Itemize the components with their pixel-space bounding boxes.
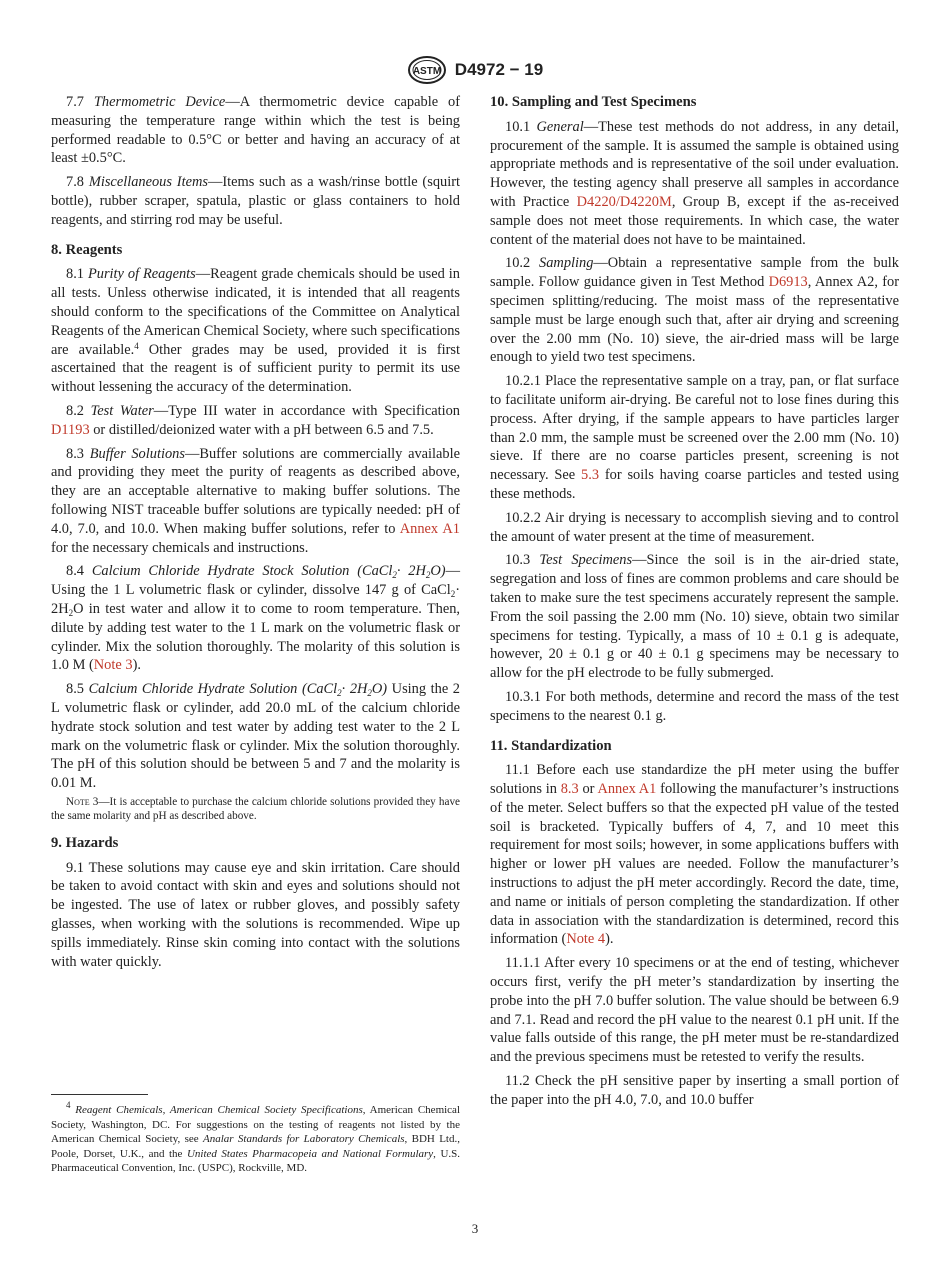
link-annex-a1[interactable]: Annex A1 (399, 520, 460, 537)
section-10-3: 10.3 Test Specimens—Since the soil is in the air-dried state, segregation and loss of fines are common problems and care should be taken to make sure the test specimens accurately represent the sample. From the soil passing the 2.00 mm (No. 10) sieve, obtain two similar specimens for testing. Typically, a mass of 10 ± 0.1 g is adequate, however, 20 ± 0.1 g or 40 ± 0.1 g specimens may be necessary to allow for the pH electrode to be fully submerged. (490, 552, 899, 682)
link-8-3[interactable]: 8.3 (560, 781, 579, 798)
link-d1193[interactable]: D1193 (51, 421, 90, 438)
section-9-1: 9.1 These solutions may cause eye and skin irritation. Care should be taken to avoid contact with skin and eyes and solutions should not be ingested. The use of latex or rubber gloves, and possibly safety glasses, when working with the solutions is recommended. Wipe up spills immediately. Rinse skin coming into contact with the solutions with water quickly. (51, 859, 460, 970)
section-11-2: 11.2 Check the pH sensitive paper by inserting a small portion of the paper into the pH 4.0, 7.0, and 10.0 buffer (490, 1073, 899, 1108)
page-number: 3 (471, 1221, 479, 1236)
section-10-3-1: 10.3.1 For both methods, determine and record the mass of the test specimens to the nearest 0.1 g. (490, 688, 899, 724)
section-8-heading: 8. Reagents (51, 241, 123, 258)
section-10-2-1: 10.2.1 Place the representative sample on a tray, pan, or flat surface to facilitate uniform air-drying. Be careful not to lose fines during this process. After drying, if the sample appears to have particles larger than 2.0 mm, the sample must be screened over the 2.00 mm (No. 10) sieve. If there are no coarse particles present, screening is not necessary. See 5.3 for soils having coarse particles and tested using these methods. (490, 373, 899, 502)
section-10-heading: 10. Sampling and Test Specimens (490, 94, 697, 110)
page-header (0, 55, 950, 85)
section-11-heading: 11. Standardization (490, 737, 612, 754)
section-11-1-1: 11.1.1 After every 10 specimens or at the end of testing, whichever occurs first, verify the pH meter’s standardization by inserting the probe into the pH 7.0 buffer solution. The value should be between 6.9 and 7.1. Read and record the pH value to the nearest 0.1 pH unit. If the value falls outside of this range, the pH meter must be re-standardized and the previous specimens must be retested to verify the results. (490, 955, 899, 1066)
section-10-2: 10.2 Sampling—Obtain a representative sample from the bulk sample. Follow guidance given in Test Method D6913, Annex A2, for specimen splitting/reducing. The moist mass of the representative sample must be large enough such that, after air drying and screening over the 2.00 mm (No. 10) sieve, the air-dried mass will be large enough to yield two test specimens. (490, 255, 899, 366)
section-11-1: 11.1 Before each use standardize the pH meter using the buffer solutions in 8.3 or Annex A1 following the manufacturer’s instructions of the meter. Select buffers so that the expected pH value of the tested soil is bracketed. Typically buffers of 4, 7, and 10 meet this requirement for most soils; however, in some applications buffers with higher or lower pH values are needed. Follow the manufacturer’s instructions to adjust the pH meter accordingly. Record the date, time, and name or initials of person completing the standardization. If other data in association with the standardization is determined, record this information (Note 4). (490, 762, 899, 948)
footnote-4: $^4$ Reagent Chemicals, American Chemical Society Specifications, American Chemical Society, Washington, DC. For suggestions on the testing of reagents not listed by the American Chemical Society, see Analar Standards for Laboratory Chemicals, BDH Ltd., Poole, Dorset, U.K., and the United States Pharmacopeia and National Formulary, U.S. Pharmaceutical Convention, Inc. (USPC), Rockville, MD. (51, 1100, 461, 1175)
right-column (490, 93, 899, 1115)
standard-designation: D4972 − 19 (454, 60, 544, 79)
footnote-divider (51, 1094, 148, 1095)
section-8-5: 8.5 Calcium Chloride Hydrate Solution (CaCl$_2$· $2H_2O$) Using the 2 L volumetric flask or cylinder, add 20.0 mL of the calcium chloride hydrate stock solution and test water by adding test water to the 2 L mark on the volumetric flask or cylinder. Mix the solution thoroughly. The pH of this solution should be between 5 and 7 and the molarity is 0.01 M. (51, 681, 460, 792)
link-d4220[interactable]: D4220/D4220M (576, 193, 672, 210)
link-d6913[interactable]: D6913 (768, 274, 808, 291)
section-8-3: 8.3 Buffer Solutions—Buffer solutions are commercially available and providing they meet the purity of reagents as described above, they are an acceptable alternative to making buffer solutions. The following NIST traceable buffer solutions are typically needed: pH of 4.0, 7.0, and 10.0. When making buffer solutions, refer to Annex A1 for the necessary chemicals and instructions. (51, 445, 461, 556)
astm-logo-icon (407, 55, 447, 85)
section-10-1: 10.1 General—These test methods do not address, in any detail, procurement of the sample. It is assumed the sample is obtained using appropriate methods and is representative of the soil under evaluation. However, the testing agency shall preserve all samples in accordance with Practice D4220/D4220M, Group B, except if the as-received sample does not meet those requirements. In which case, the water content of the material does not have to be maintained. (490, 118, 899, 248)
footnote-ref-4: 4 (134, 340, 139, 351)
section-10-2-2: 10.2.2 Air drying is necessary to accomplish sieving and to control the amount of water present at the time of measurement. (490, 509, 899, 545)
link-note-3[interactable]: Note 3 (93, 657, 133, 674)
section-8-4: 8.4 Calcium Chloride Hydrate Stock Solution (CaCl$_2$· $2H_2O)—Using$ the 1 L volumetric flask or cylinder, dissolve 147 g of CaCl$_2$· $2H_2O$ in test water and allow it to come to room temperature. Then, dilute by adding test water to the 1 L mark on the volumetric flask or cylinder. Mix the solution thoroughly. The molarity of this solution is 1.0 M (Note 3). (51, 563, 460, 674)
link-annex-a1-2[interactable]: Annex A1 (597, 781, 657, 798)
link-note-4[interactable]: Note 4 (566, 931, 606, 948)
section-8-2: 8.2 Test Water—Type III water in accordance with Specification D1193 or distilled/deionized water with a pH between 6.5 and 7.5. (51, 402, 460, 438)
section-7-7: 7.7 Thermometric Device—A thermometric device capable of measuring the temperature range within which the test is being performed readable to 0.5°C or better and having an accuracy of at least ±0.5°C. (51, 94, 460, 167)
section-9-heading: 9. Hazards (51, 834, 119, 851)
note-3: Note 3—It is acceptable to purchase the calcium chloride solutions provided they have the same molarity and pH as described above. (51, 795, 461, 822)
left-column (51, 93, 460, 976)
link-5-3[interactable]: 5.3 (581, 467, 600, 484)
section-7-8: 7.8 Miscellaneous Items—Items such as a wash/rinse bottle (squirt bottle), rubber scraper, spatula, plastic or glass containers to hold reagents, and stirring rod may be useful. (51, 174, 460, 228)
section-8-1: 8.1 Purity of Reagents—Reagent grade chemicals should be used in all tests. Unless otherwise indicated, it is intended that all reagents should conform to the specifications of the Committee on Analytical Reagents of the American Chemical Society, where such specifications are available.$^4$ Other grades may be used, provided it is first ascertained that the reagent is of sufficient purity to permit its use without lessening the accuracy of the determination. (51, 266, 461, 396)
astm-logo-text: ASTM (412, 66, 441, 77)
